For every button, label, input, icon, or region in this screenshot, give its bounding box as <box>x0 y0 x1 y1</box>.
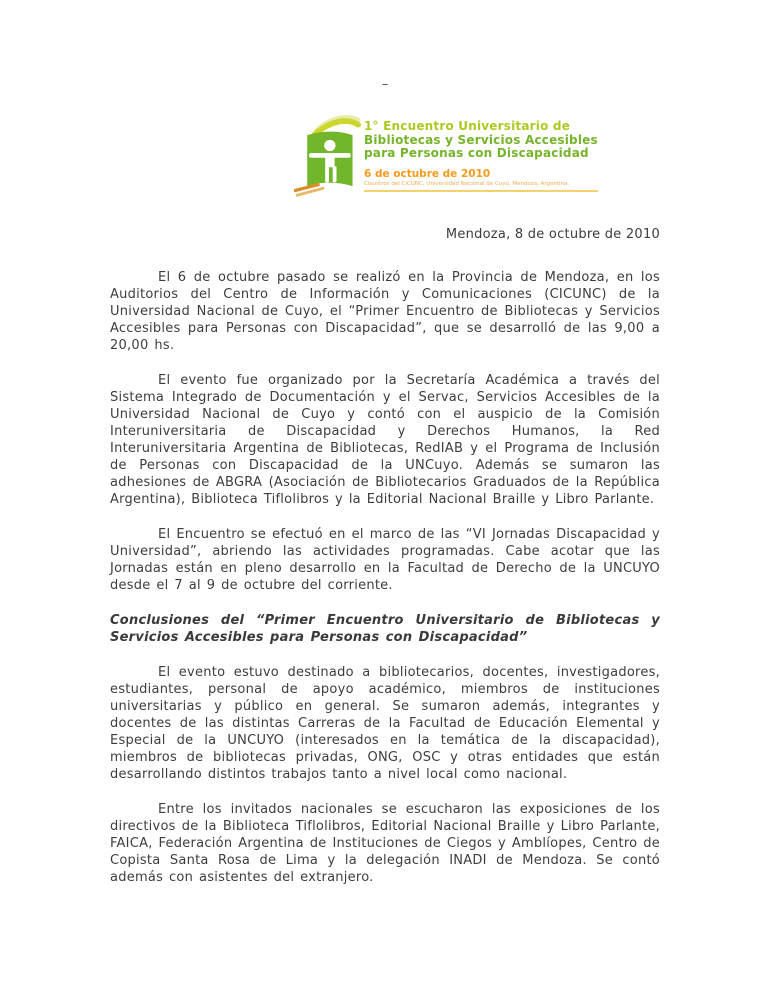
document-date-line: Mendoza, 8 de octubre de 2010 <box>445 227 660 242</box>
event-logo-text <box>364 108 598 192</box>
header-dash: – <box>381 77 389 92</box>
paragraph-2: El evento fue organizado por la Secretaría Académica a través del Sistema Integrado de Documentación y el Servac, Servicios Accesibles de la Universidad Nacional de Cuyo y contó con el auspicio de la Comisión Interuniversitaria de Discapacidad y Derechos Humanos, la Red Interuniversitaria Argentina de Bibliotecas, RedIAB y el Programa de Inclusión de Personas con Discapacidad de la UNCuyo. Además se sumaron las adhesiones de ABGRA (Asociación de Bibliotecarios Graduados de la República Argentina), Biblioteca Tiflolibros y la Editorial Nacional Braille y Libro Parlante. <box>110 373 660 507</box>
logo-title-line1: 1° Encuentro Universitario de <box>364 119 571 133</box>
logo-title-line3: para Personas con Discapacidad <box>364 146 589 160</box>
paragraph-1: El 6 de octubre pasado se realizó en la Provincia de Mendoza, en los Auditorios del Centro de Información y Comunicaciones (CICUNC) de la Universidad Nacional de Cuyo, el “Primer Encuentro de Bibliotecas y Servicios Accesibles para Personas con Discapacidad”, que se desarrolló de las 9,00 a 20,00 hs. <box>110 270 660 353</box>
paragraph-4: El evento estuvo destinado a bibliotecarios, docentes, investigadores, estudiantes, personal de apoyo académico, miembros de instituciones universitarias y público en general. Se sumaron además, integrantes y docentes de las distintas Carreras de la Facultad de Educación Elemental y Especial de la UNCUYO (interesados en la temática de la discapacidad), miembros de bibliotecas privadas, ONG, OSC y otras entidades que están desarrollando distintos trabajos tanto a nivel local como nacional. <box>110 665 660 782</box>
logo-event-date: 6 de octubre de 2010 <box>364 167 491 180</box>
logo-title-line2: Bibliotecas y Servicios Accesibles <box>364 132 598 147</box>
event-logo <box>294 108 660 196</box>
paragraph-5: Entre los invitados nacionales se escucharon las exposiciones de los directivos de la Biblioteca Tiflolibros, Editorial Nacional Braille y Libro Parlante, FAICA, Federación Argentina de Instituciones de Ciegos y Amblíopes, Centro de Copista Santa Rosa de Lima y la delegación INADI de Mendoza. Se contó además con asistentes del extranjero. <box>110 802 660 885</box>
accessibility-figure-open-book-icon <box>294 108 362 200</box>
paragraph-3: El Encuentro se efectuó en el marco de las “VI Jornadas Discapacidad y Universidad”, abriendo las actividades programadas. Cabe acotar que las Jornadas están en pleno desarrollo en la Facultad de Derecho de la UNCUYO desde el 7 al 9 de octubre del corriente. <box>110 527 660 593</box>
conclusions-heading: Conclusiones del “Primer Encuentro Universitario de Bibliotecas y Servicios Accesibles para Personas con Discapacidad” <box>110 613 660 645</box>
logo-venue-line: Claustros del CICUNC, Universidad Nacional de Cuyo, Mendoza, Argentina. <box>364 180 598 192</box>
